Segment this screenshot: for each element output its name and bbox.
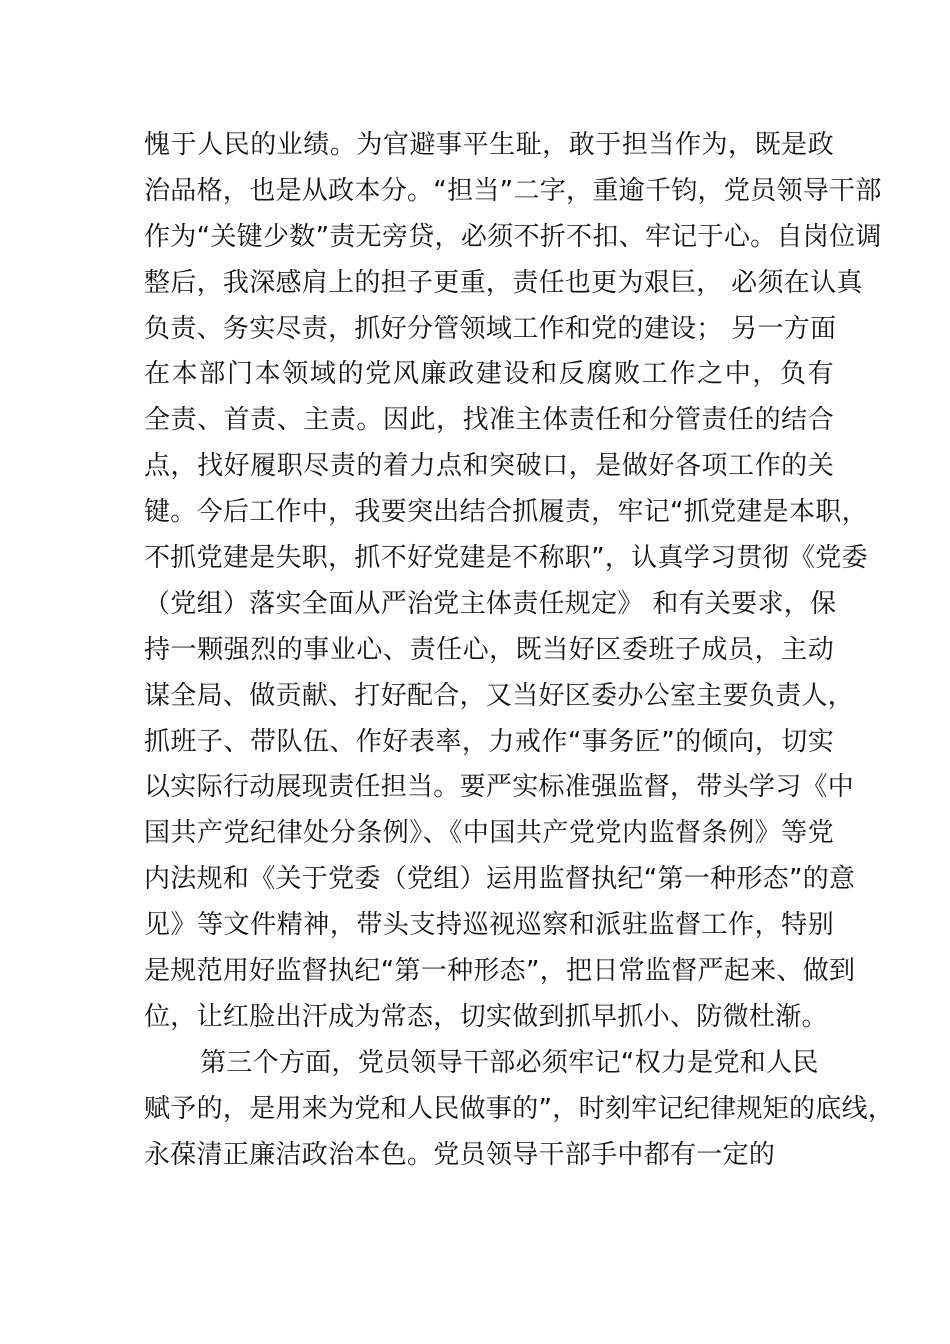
text-line: 作为“关键少数”责无旁贷，必须不折不扣、牢记于心。自岗位调	[144, 221, 882, 252]
text-line: 键。今后工作中，我要突出结合抓履责，牢记“抓党建是本职，	[144, 497, 868, 528]
text-line: 见》等文件精神，带头支持巡视巡察和派驻监督工作，特别	[144, 910, 834, 941]
text-line: 治品格，也是从政本分。“担当”二字，重逾千钧，党员领导干部	[144, 175, 882, 206]
text-line: 全责、首责、主责。因此，找准主体责任和分管责任的结合	[144, 405, 834, 436]
text-line: 谋全局、做贡献、打好配合，又当好区委办公室主要负责人，	[144, 680, 855, 711]
text-line: 持一颗强烈的事业心、责任心，既当好区委班子成员，主动	[144, 634, 834, 665]
text-line: 是规范用好监督执纪“第一种形态”，把日常监督严起来、做到	[144, 956, 856, 987]
text-line: 愧于人民的业绩。为官避事平生耻，敢于担当作为，既是政	[144, 130, 834, 160]
text-line: 不抓党建是失职，抓不好党建是不称职”，认真学习贯彻《党委	[144, 543, 868, 574]
text-line: 抓班子、带队伍、作好表率，力戒作“事务匠”的倾向，切实	[144, 726, 834, 757]
text-line: 点，找好履职尽责的着力点和突破口，是做好各项工作的关	[144, 451, 834, 482]
text-line: 位，让红脸出汗成为常态，切实做到抓早抓小、防微杜渐。	[144, 1001, 828, 1032]
body-text	[144, 123, 895, 1178]
text-line: 负责、务实尽责，抓好分管领域工作和党的建设； 另一方面	[144, 313, 837, 344]
text-line: 内法规和《关于党委（党组）运用监督执纪“第一种形态”的意	[144, 864, 856, 895]
paragraph-first-line: 第三个方面，党员领导干部必须牢记“权力是党和人民	[200, 1047, 819, 1078]
text-line: 国共产党纪律处分条例》、《中国共产党党内监督条例》等党	[144, 818, 834, 849]
text-line: 以实际行动展现责任担当。要严实标准强监督，带头学习《中	[144, 772, 855, 803]
text-line: （党组）落实全面从严治党主体责任规定》 和有关要求，保	[144, 588, 837, 619]
text-line: 整后，我深感肩上的担子更重，责任也更为艰巨， 必须在认真	[144, 267, 863, 298]
text-line: 永葆清正廉洁政治本色。党员领导干部手中都有一定的	[144, 1139, 776, 1170]
text-line: 在本部门本领域的党风廉政建设和反腐败工作之中，负有	[144, 359, 834, 390]
text-line: 赋予的，是用来为党和人民做事的”，时刻牢记纪律规矩的底线，	[144, 1093, 895, 1124]
